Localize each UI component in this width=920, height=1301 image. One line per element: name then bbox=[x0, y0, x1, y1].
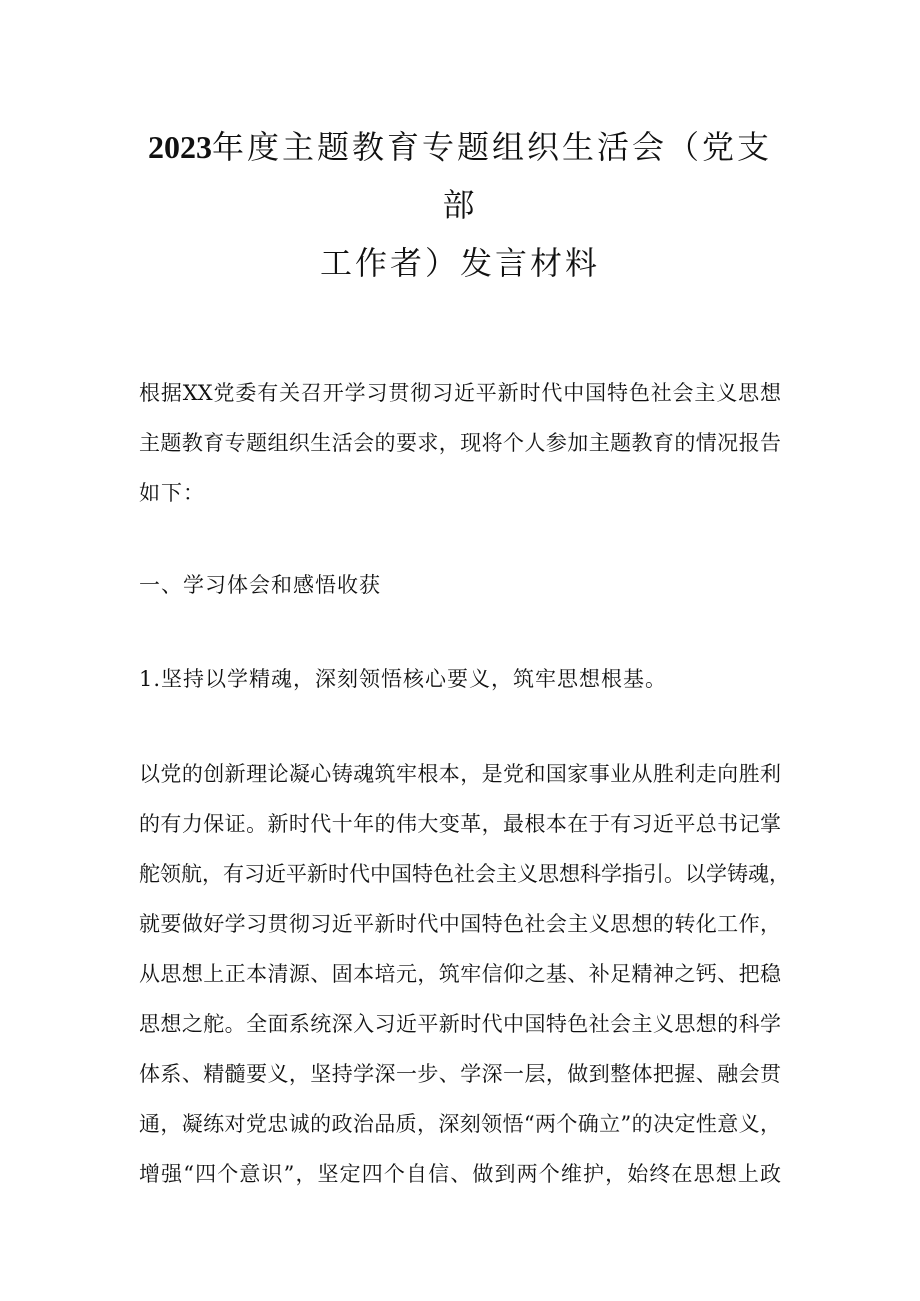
subsection-heading: 1.坚持以学精魂，深刻领悟核心要义，筑牢思想根基。 bbox=[139, 667, 668, 691]
document-title-line-1 bbox=[0, 122, 920, 168]
body-line: 就要做好学习贯彻习近平新时代中国特色社会主义思想的转化工作， bbox=[139, 912, 781, 936]
body-line: 通，凝练对党忠诚的政治品质，深刻领悟“两个确立”的决定性意义， bbox=[139, 1112, 781, 1136]
body-line: 以党的创新理论凝心铸魂筑牢根本，是党和国家事业从胜利走向胜利 bbox=[139, 762, 781, 786]
body-line: 的有力保证。新时代十年的伟大变革，最根本在于有习近平总书记掌 bbox=[139, 812, 781, 836]
body-line: 增强“四个意识”，坚定四个自信、做到两个维护，始终在思想上政 bbox=[139, 1162, 781, 1186]
body-line: 思想之舵。全面系统深入习近平新时代中国特色社会主义思想的科学 bbox=[139, 1012, 781, 1036]
intro-line: 主题教育专题组织生活会的要求，现将个人参加主题教育的情况报告 bbox=[139, 431, 781, 455]
section-heading: 一、学习体会和感悟收获 bbox=[139, 573, 381, 597]
title-line-1-text: 年度主题教育专题组织生活会（党支 bbox=[211, 128, 772, 166]
title-year: 2023 bbox=[147, 129, 212, 165]
body-line: 从思想上正本清源、固本培元，筑牢信仰之基、补足精神之钙、把稳 bbox=[139, 962, 781, 986]
intro-line: 根据XX党委有关召开学习贯彻习近平新时代中国特色社会主义思想 bbox=[139, 381, 781, 405]
body-line: 舵领航，有习近平新时代中国特色社会主义思想科学指引。以学铸魂， bbox=[139, 862, 790, 886]
intro-line: 如下： bbox=[139, 481, 205, 505]
body-line: 体系、精髓要义，坚持学深一步、学深一层，做到整体把握、融会贯 bbox=[139, 1062, 781, 1086]
document-title-line-2: 部 bbox=[442, 186, 478, 224]
document-title-line-3: 工作者）发言材料 bbox=[319, 244, 600, 282]
